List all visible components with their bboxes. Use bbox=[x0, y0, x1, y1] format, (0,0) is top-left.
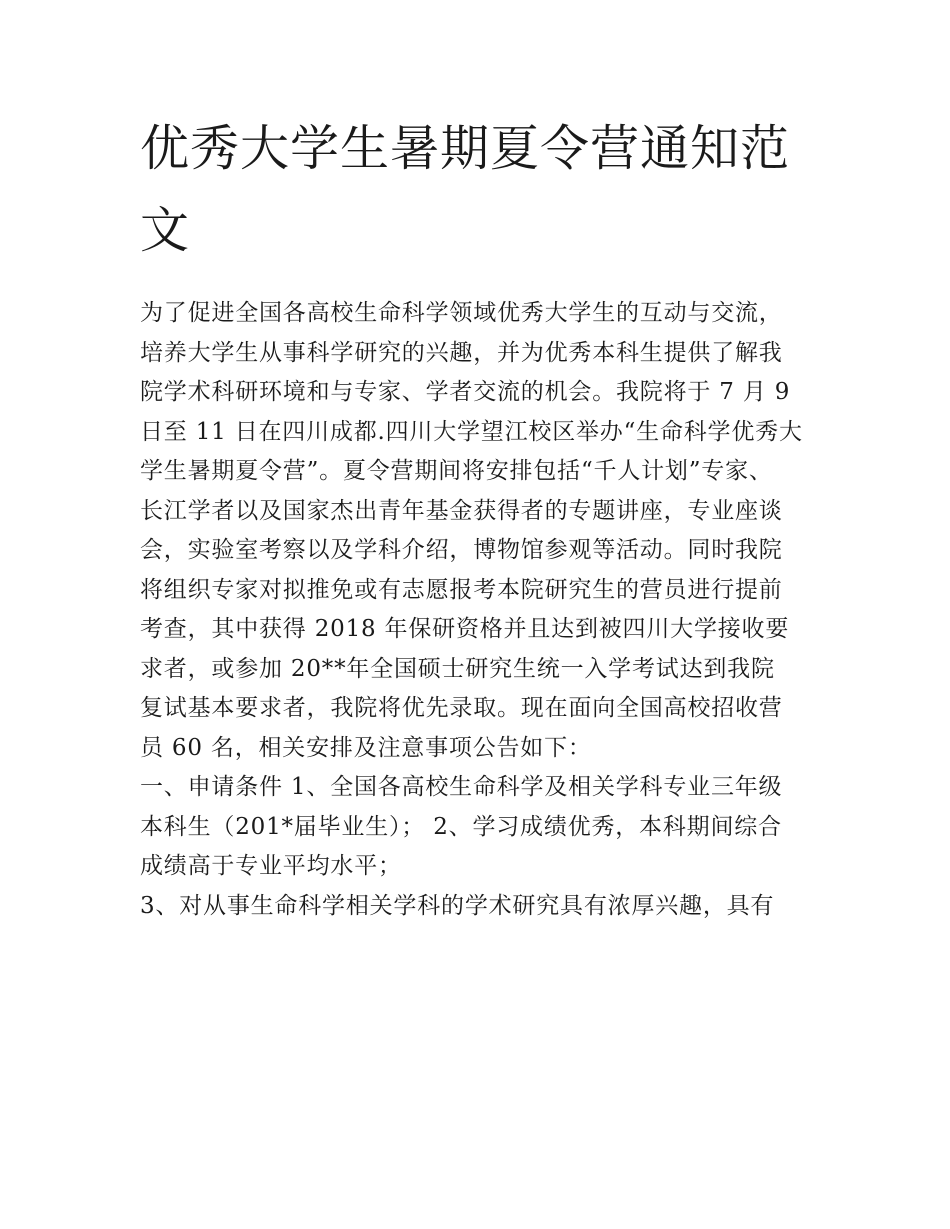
text-line: 成绩高于专业平均水平； bbox=[140, 853, 402, 879]
text-line: 员 60 名，相关安排及注意事项公告如下： bbox=[140, 734, 592, 761]
text-line: 求者，或参加 20**年全国硕士研究生统一入学考试达到我院 bbox=[140, 655, 775, 682]
text-line: 长江学者以及国家杰出青年基金获得者的专题讲座，专业座谈 bbox=[140, 497, 783, 524]
text-line: 考查，其中获得 2018 年保研资格并且达到被四川大学接收要 bbox=[140, 616, 790, 642]
title-line: 优秀大学生暑期夏令营通知范 bbox=[140, 120, 791, 177]
title-line: 文 bbox=[140, 202, 191, 259]
text-line: 院学术科研环境和与专家、学者交流的机会。我院将于 7 月 9 bbox=[140, 379, 791, 405]
text-line: 培养大学生从事科学研究的兴趣，并为优秀本科生提供了解我 bbox=[140, 339, 783, 366]
text-line: 学生暑期夏令营”。夏令营期间将安排包括“千人计划”专家、 bbox=[140, 458, 773, 484]
intro-paragraph bbox=[140, 294, 820, 768]
text-line: 日至 11 日在四川成都.四川大学望江校区举办“生命科学优秀大 bbox=[140, 418, 803, 445]
document-title bbox=[140, 108, 820, 272]
text-line: 将组织专家对拟推免或有志愿报考本院研究生的营员进行提前 bbox=[140, 576, 783, 603]
application-conditions-paragraph bbox=[140, 768, 820, 887]
text-line: 复试基本要求者，我院将优先录取。现在面向全国高校招收营 bbox=[140, 695, 783, 721]
text-line: 3、对从事生命科学相关学科的学术研究具有浓厚兴趣，具有 bbox=[140, 892, 775, 919]
text-line: 一、申请条件 1、全国各高校生命科学及相关学科专业三年级 bbox=[140, 774, 783, 800]
text-line: 本科生（201*届毕业生）； 2、学习成绩优秀，本科期间综合 bbox=[140, 813, 782, 840]
document-page bbox=[140, 108, 820, 926]
text-line: 为了促进全国各高校生命科学领域优秀大学生的互动与交流， bbox=[140, 300, 783, 326]
condition-item-3-paragraph bbox=[140, 887, 820, 927]
text-line: 会，实验室考察以及学科介绍，博物馆参观等活动。同时我院 bbox=[140, 537, 783, 563]
